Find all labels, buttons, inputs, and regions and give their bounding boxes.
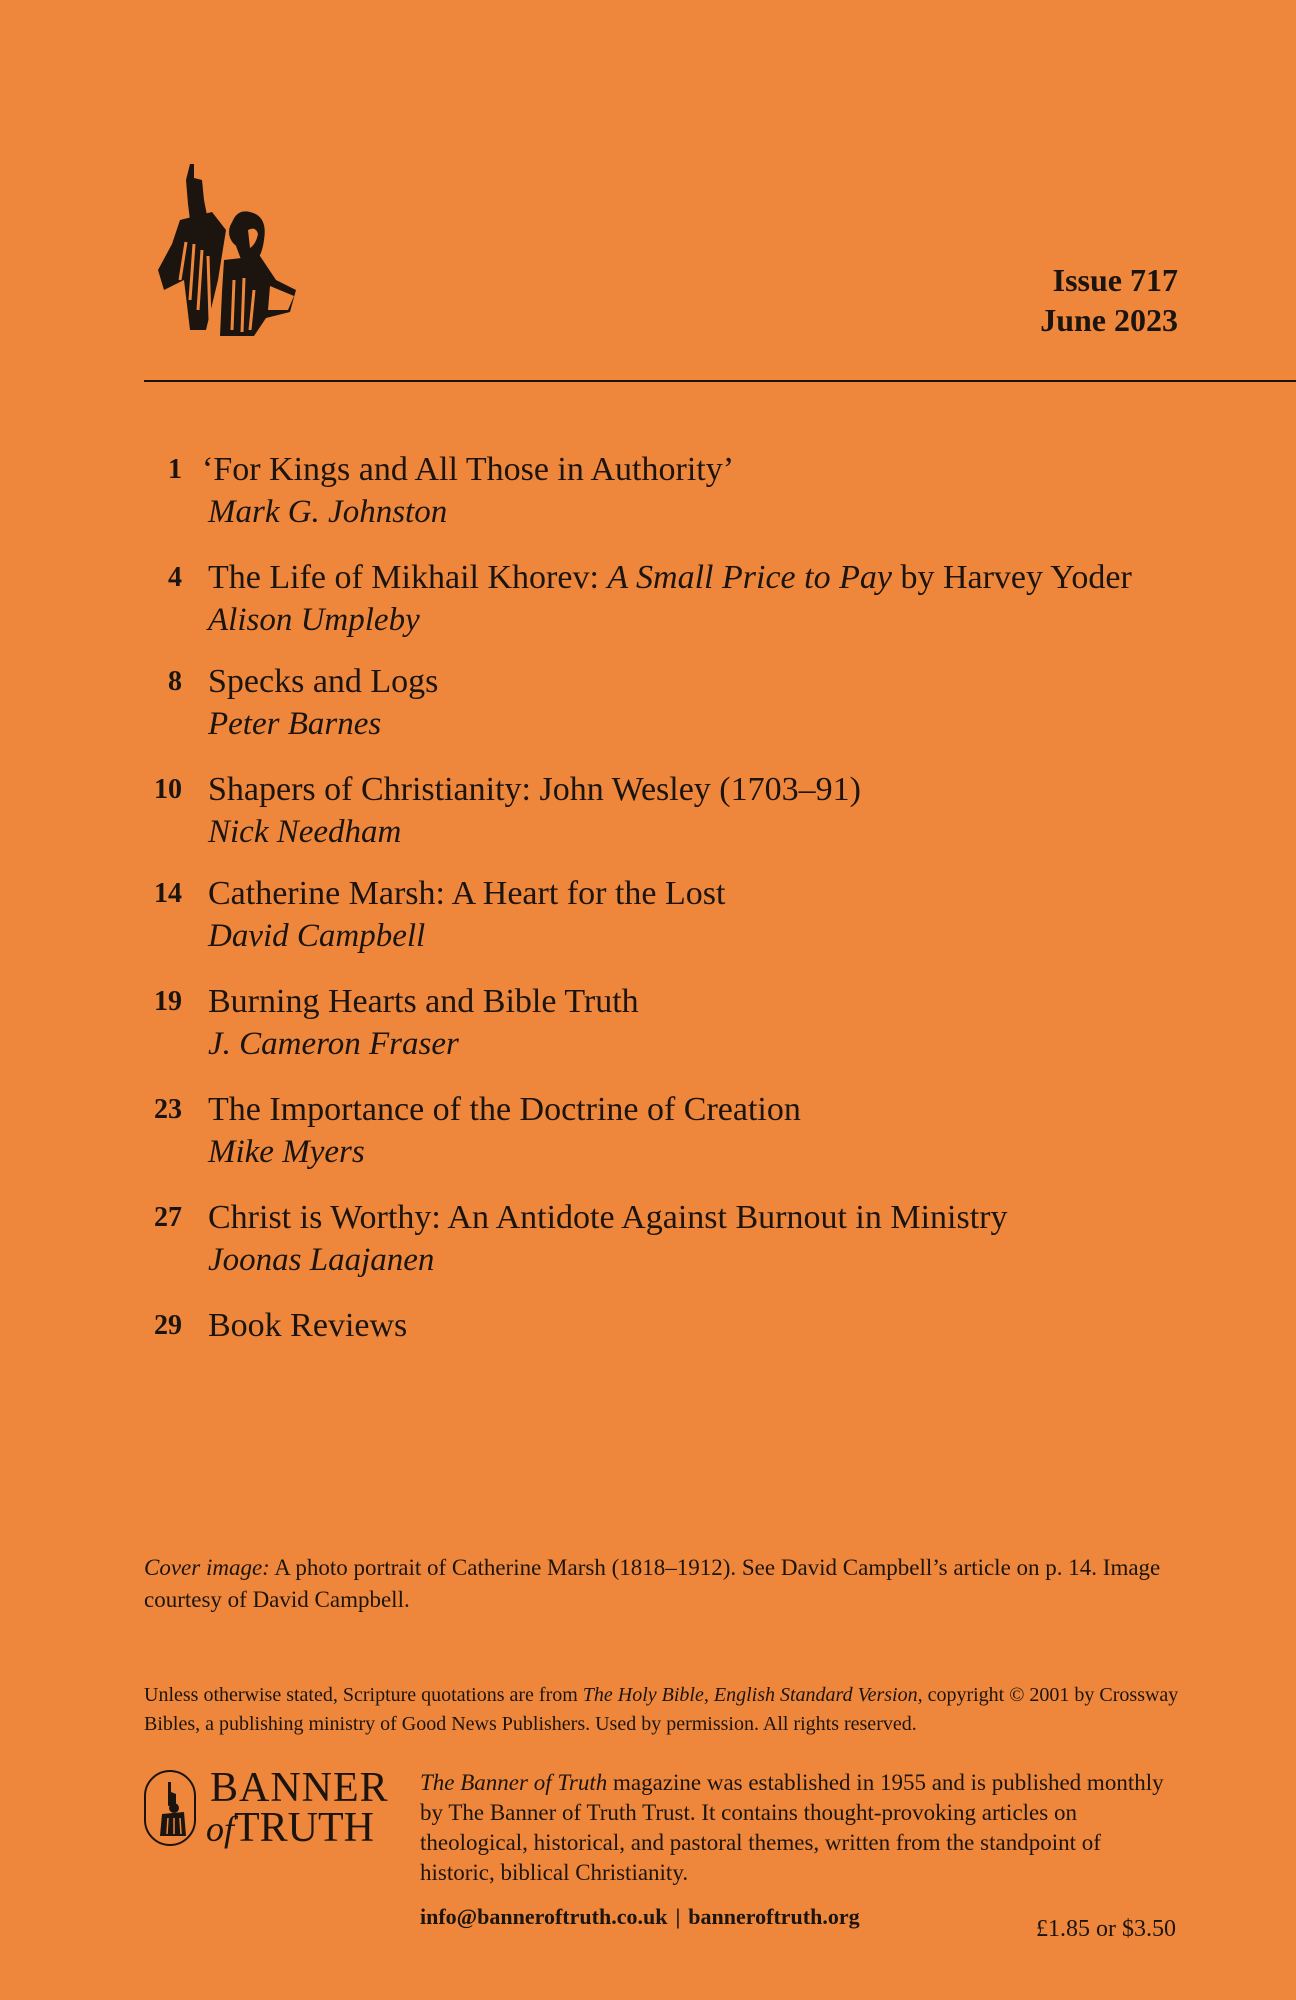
scripture-version: The Holy Bible, English Standard Version, <box>582 1684 923 1706</box>
header-rule <box>144 380 1296 382</box>
toc-entry[interactable] <box>0 1088 1296 1196</box>
scripture-note-before: Unless otherwise stated, Scripture quotations are from <box>144 1684 583 1706</box>
toc-author: Mike Myers <box>208 1134 365 1170</box>
table-of-contents <box>0 448 1296 1412</box>
toc-entry[interactable] <box>0 660 1296 768</box>
toc-title: ‘For Kings and All Those in Authority’ <box>202 451 735 488</box>
logo-word-of: of <box>206 1809 235 1849</box>
toc-entry[interactable] <box>0 556 1296 660</box>
toc-title-part: The Life of Mikhail Khorev: <box>208 559 608 596</box>
toc-page-number: 29 <box>154 1310 182 1341</box>
toc-entry[interactable] <box>0 980 1296 1088</box>
logo-word-truth-text: TRUTH <box>234 1805 375 1851</box>
scripture-note-after: copyright © 2001 by Crossway Bibles, a publishing ministry of Good News Publishers. Used by permission. All rights reserved. <box>144 1684 1179 1735</box>
toc-title: Burning Hearts and Bible Truth <box>208 983 639 1020</box>
toc-author: Mark G. Johnston <box>208 494 448 530</box>
seal-icon <box>144 1770 196 1846</box>
scripture-note <box>144 1681 1204 1739</box>
toc-title: Shapers of Christianity: John Wesley (1703–91) <box>208 771 861 808</box>
toc-page-number: 10 <box>154 774 182 805</box>
toc-author: Alison Umpleby <box>208 602 420 638</box>
toc-title-book: A Small Price to Pay <box>607 559 892 596</box>
preacher-logo-icon <box>150 160 300 340</box>
toc-page-number: 19 <box>154 986 182 1017</box>
issue-number: Issue 717 <box>1052 262 1178 298</box>
contact-separator: | <box>675 1904 681 1929</box>
toc-page-number: 4 <box>168 562 182 593</box>
contact-line <box>420 1902 860 1932</box>
toc-title <box>208 556 1132 600</box>
toc-page-number: 23 <box>154 1094 182 1125</box>
toc-entry[interactable] <box>0 1304 1296 1412</box>
logo-word-truth <box>206 1806 374 1851</box>
toc-title: Christ is Worthy: An Antidote Against Burnout in Ministry <box>208 1199 1008 1236</box>
toc-page-number: 27 <box>154 1202 182 1233</box>
email-link[interactable]: info@banneroftruth.co.uk <box>420 1904 668 1929</box>
toc-title: The Importance of the Doctrine of Creation <box>208 1091 801 1128</box>
toc-entry[interactable] <box>0 1196 1296 1304</box>
toc-title-part: by Harvey Yoder <box>891 559 1132 596</box>
website-link[interactable]: banneroftruth.org <box>688 1904 860 1929</box>
about-text <box>420 1768 1180 1888</box>
issue-info <box>1040 260 1178 340</box>
toc-title: Catherine Marsh: A Heart for the Lost <box>208 875 726 912</box>
toc-page-number: 1 <box>168 454 182 485</box>
about-body: magazine was established in 1955 and is published monthly by The Banner of Truth Trust. It contains thought-provoking articles on theological, historical, and pastoral themes, written from the standpoint of historic, biblical Christianity. <box>420 1770 1164 1885</box>
cover-image-note <box>144 1552 1164 1616</box>
cover-note-text: A photo portrait of Catherine Marsh (1818–1912). See David Campbell’s article on p. 14. Image courtesy of David Campbell. <box>144 1555 1161 1612</box>
price: £1.85 or $3.50 <box>1036 1916 1176 1942</box>
banner-of-truth-logo <box>144 1765 394 1851</box>
logo-word-banner: BANNER <box>210 1765 389 1811</box>
toc-entry[interactable] <box>0 768 1296 872</box>
toc-entry[interactable] <box>0 872 1296 980</box>
toc-page-number: 14 <box>154 878 182 909</box>
toc-entry[interactable] <box>0 448 1296 556</box>
toc-page-number: 8 <box>168 666 182 697</box>
toc-author: J. Cameron Fraser <box>208 1026 459 1062</box>
cover-note-label: Cover image: <box>144 1555 270 1580</box>
magazine-title: The Banner of Truth <box>420 1770 608 1795</box>
toc-author: Joonas Laajanen <box>208 1242 435 1278</box>
toc-author: David Campbell <box>208 918 426 954</box>
toc-author: Nick Needham <box>208 814 402 850</box>
toc-author: Peter Barnes <box>208 706 382 742</box>
toc-title: Specks and Logs <box>208 663 439 700</box>
issue-date: June 2023 <box>1040 302 1178 338</box>
toc-title: Book Reviews <box>208 1307 408 1344</box>
